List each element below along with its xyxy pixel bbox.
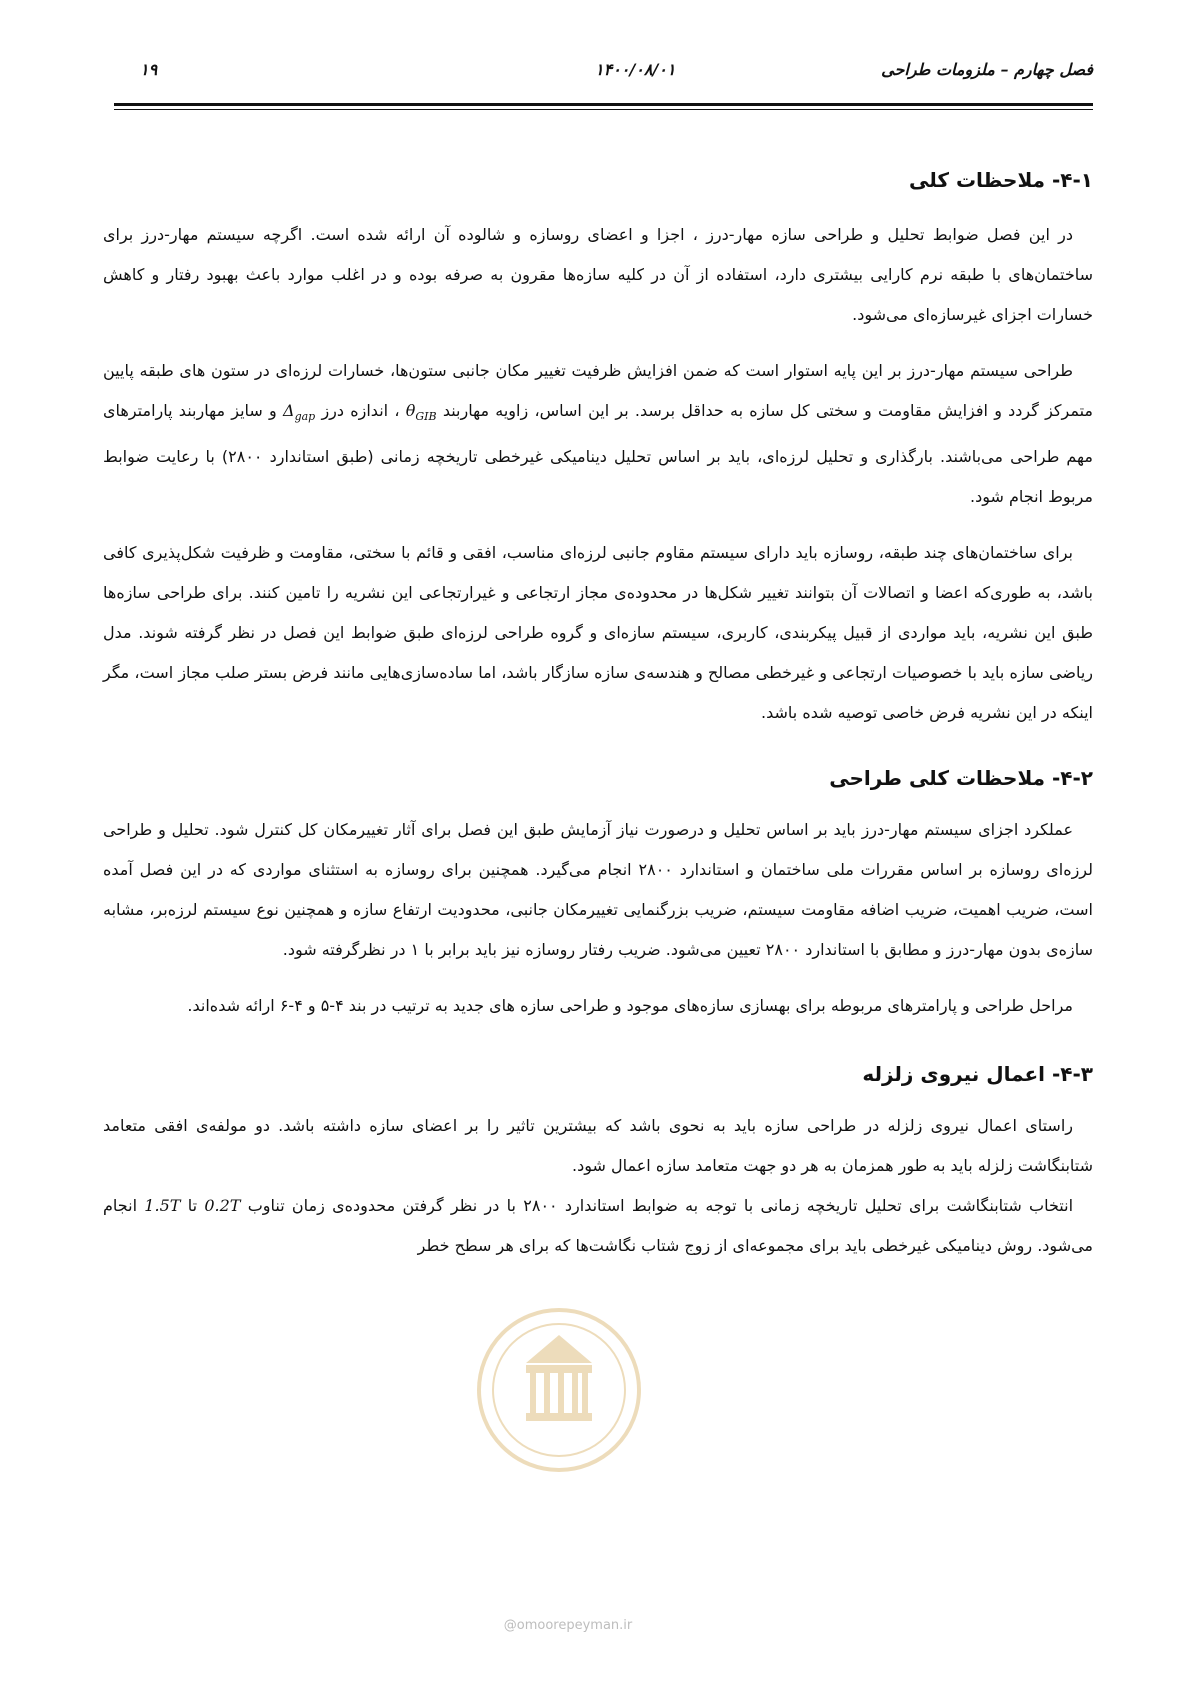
- paragraph-text: ، اندازه درز: [315, 401, 406, 420]
- math-theta-gib: $\theta_{GIB}$: [405, 401, 437, 424]
- section-heading: ۴-۱- ملاحظات کلی: [908, 168, 1093, 192]
- section-heading: ۴-۲- ملاحظات کلی طراحی: [829, 766, 1093, 791]
- paragraph-text: تا: [180, 1196, 205, 1216]
- paragraph: مراحل طراحی و پارامترهای مربوطه برای بهسازی سازه‌های موجود و طراحی سازه های جدید به ترتیب در بند ۴-۵ و ۴-۶ ارائه شده‌اند.: [187, 996, 1073, 1016]
- paragraph-with-math: [103, 1186, 1093, 1266]
- paragraph-with-math: [103, 351, 1093, 517]
- watermark-site: @omoorepeyman.ir: [503, 1618, 633, 1633]
- document-body: [103, 160, 1093, 1266]
- paragraph-text: و سایز مهاربند پارامترهای مهم طراحی می‌باشند. بارگذاری و تحلیل لرزه‌ای، باید بر اساس تحلیل دینامیکی غیرخطی تاریخچه زمانی (طبق استاندارد ۲۸۰۰) با رعایت ضوابط مربوط انجام شود.: [103, 401, 1093, 507]
- paragraph-text: طراحی سیستم مهار-درز بر این پایه استوار است که ضمن افزایش ظرفیت تغییر مکان جانبی ستون‌ها، خسارات لرزه‌ای در ستون های طبقه پایین متمرکز گردد و افزایش مقاومت و سختی کل سازه به حداقل برسد. بر این اساس، زاویه مهاربند: [103, 361, 1093, 420]
- paragraph: برای ساختمان‌های چند طبقه، روسازه باید دارای سیستم مقاوم جانبی لرزه‌ای مناسب، افقی و قائم با سختی، مقاومت و ظرفیت شکل‌پذیری کافی باشد، به طوری‌که اعضا و اتصالات آن بتوانند تغییر شکل‌ها در محدوده‌ی مجاز ارتجاعی و غیرارتجاعی این نشریه را تامین کنند. برای طراحی سازه‌ها طبق این نشریه، باید مواردی از قبیل پیکربندی، کاربری، سیستم سازه‌ای و گروه طراحی لرزه‌ای طبق ضوابط این فصل در نظر گرفته شوند. مدل ریاضی سازه باید با خصوصیات ارتجاعی و غیرخطی مصالح و هندسه‌ی سازه سازگار باشد، اما ساده‌سازی‌هایی مانند فرض بستر صلب مجاز است، مگر اینکه در این نشریه فرض خاصی توصیه شده باشد.: [103, 543, 1093, 723]
- paragraph: عملکرد اجزای سیستم مهار-درز باید بر اساس تحلیل و درصورت نیاز آزمایش طبق این فصل برای آثار تغییرمکان کل کنترل شود. تحلیل و طراحی لرزه‌ای روسازه بر اساس مقررات ملی ساختمان و استاندارد ۲۸۰۰ انجام می‌گیرد. همچنین برای روسازه به استثنای مواردی که در این فصل آمده است، ضریب اهمیت، ضریب اضافه مقاومت سیستم، ضریب بزرگنمایی تغییرمکان جانبی، محدودیت ارتفاع سازه و همچنین نوع سیستم لرزه‌بر، مشابه سازه‌ی بدون مهار-درز و مطابق با استاندارد ۲۸۰۰ تعیین می‌شود. ضریب رفتار روسازه نیز باید برابر با ۱ در نظرگرفته شود.: [103, 820, 1094, 960]
- math-period-max: 1.5T: [144, 1196, 181, 1216]
- page-header: [140, 56, 1093, 86]
- page-number: ۱۹: [140, 60, 158, 79]
- paragraph-text: انجام می‌شود. روش دینامیکی غیرخطی باید برای مجموعه‌ای از زوج شتاب نگاشت‌ها که برای هر سطح خطر: [103, 1196, 1093, 1256]
- paragraph-text: انتخاب شتابنگاشت برای تحلیل تاریخچه زمانی با توجه به ضوابط استاندارد ۲۸۰۰ با در نظر گرفتن محدوده‌ی زمان تناوب: [240, 1196, 1074, 1216]
- header-rule-thick: [114, 103, 1093, 106]
- header-date: ۱۴۰۰/۰۸/۰۱: [595, 60, 676, 79]
- header-rule-thin: [114, 109, 1093, 110]
- paragraph: راستای اعمال نیروی زلزله در طراحی سازه باید به نحوی باشد که بیشترین تاثیر را بر اعضای سازه داشته باشد. دو مولفه‌ی افقی متعامد شتابنگاشت زلزله باید به طور همزمان به هر دو جهت متعامد سازه اعمال شود.: [103, 1116, 1093, 1176]
- paragraph: در این فصل ضوابط تحلیل و طراحی سازه مهار-درز ، اجزا و اعضای روسازه و شالوده آن ارائه شده است. اگرچه سیستم مهار-درز برای ساختمان‌های با طبقه نرم کارایی بیشتری دارد، استفاده از آن در کلیه سازه‌ها مقرون به صرفه بوده و در اغلب موارد باعث بهبود رفتار و کاهش خسارات اجزای غیرسازه‌ای می‌شود.: [103, 225, 1093, 324]
- chapter-title: فصل چهارم – ملزومات طراحی: [881, 60, 1093, 79]
- math-period-min: 0.2T: [204, 1196, 241, 1216]
- math-delta-gap: $\Delta_{gap}$: [283, 401, 316, 424]
- watermark-logo-icon: [474, 1305, 644, 1475]
- section-heading: ۴-۳- اعمال نیروی زلزله: [862, 1062, 1093, 1087]
